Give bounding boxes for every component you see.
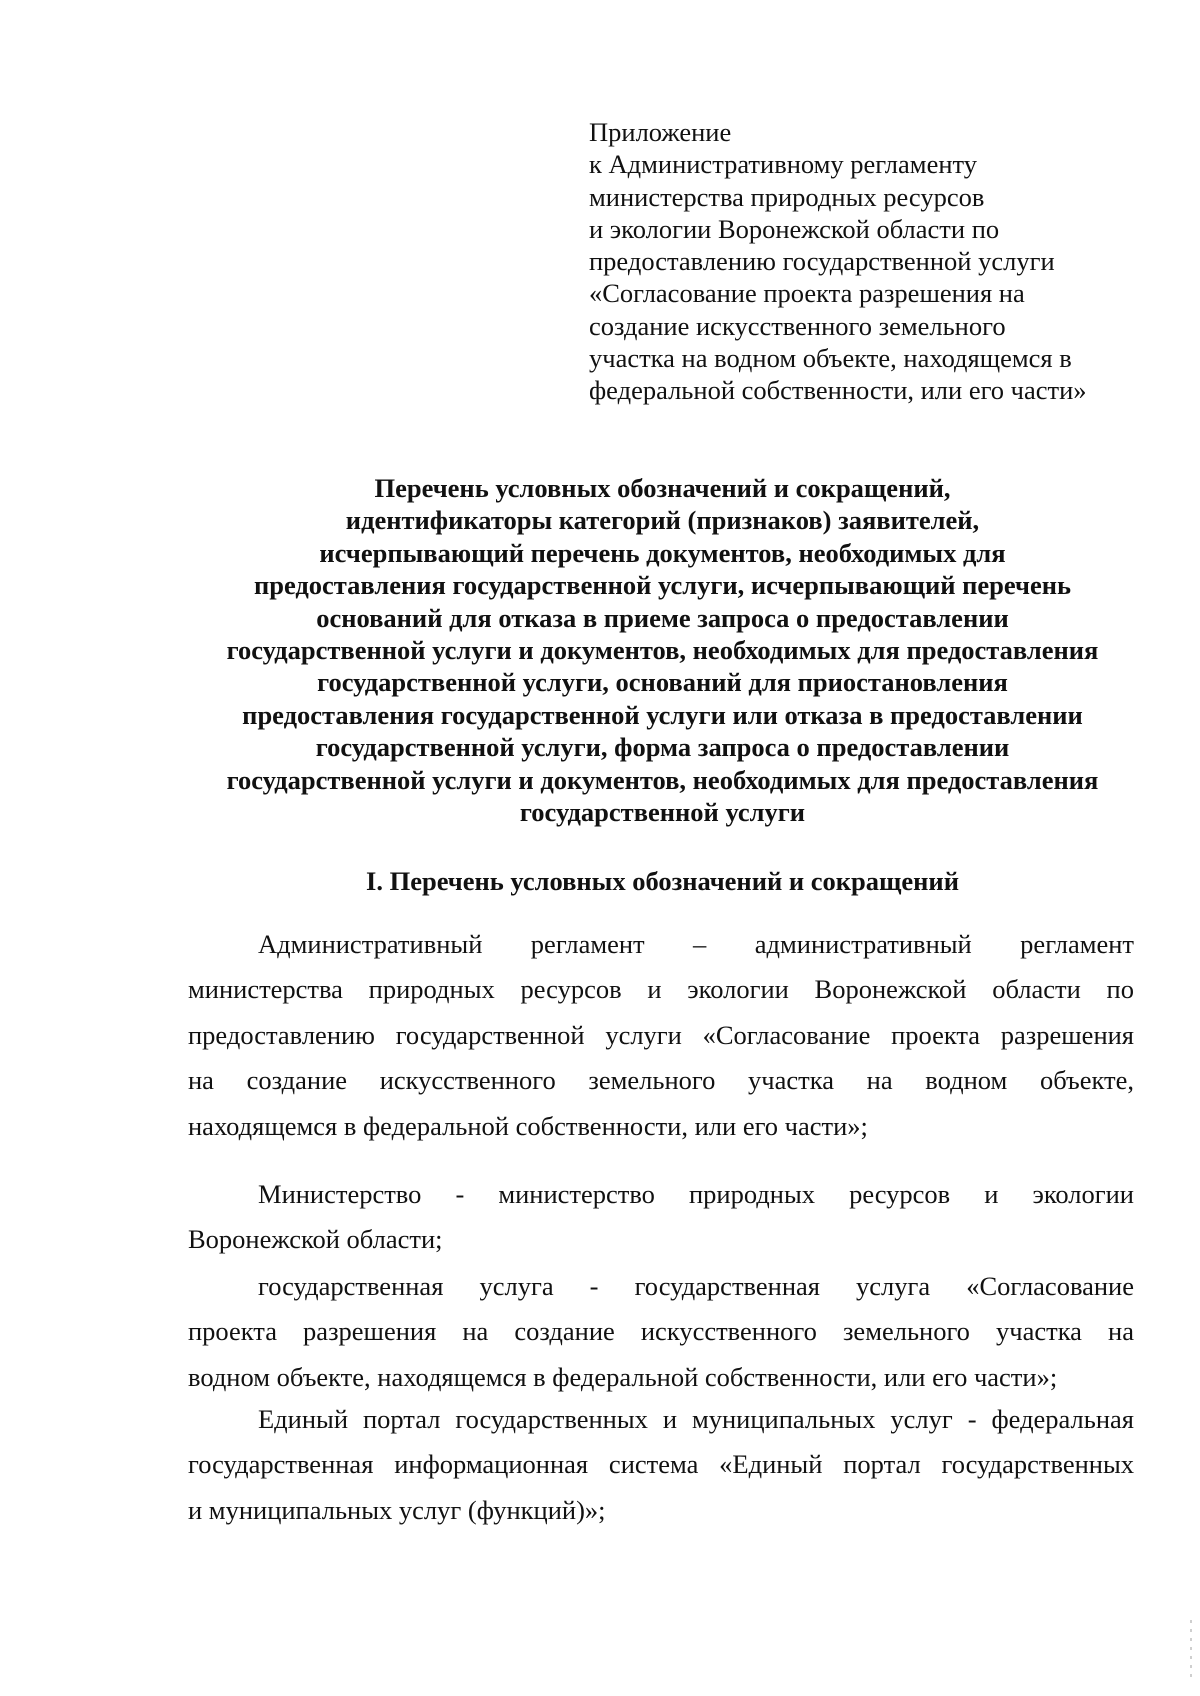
annex-line: федеральной собственности, или его части» [589,375,1087,406]
annex-line: Приложение [589,117,732,147]
paragraph-line: и муниципальных услуг (функций)»; [188,1494,606,1525]
title-line: государственной услуги и документов, необходимых для предоставления [226,764,1099,795]
paragraph-line: министерства природных ресурсов и экологии Воронежской области по [188,974,1134,1005]
annex-line: создание искусственного земельного [589,310,1006,341]
paragraph-line: Административный регламент – административный регламент [258,929,1134,959]
annex-line: министерства природных ресурсов [589,181,985,212]
paragraph-admin-regulation [188,922,1134,1149]
paragraph-line: Воронежской области; [188,1224,443,1255]
title-line: идентификаторы категорий (признаков) заявителей, [345,505,980,536]
annex-line: «Согласование проекта разрешения на [589,278,1025,309]
annex-line: к Административному регламенту [589,149,977,180]
title-line: Перечень условных обозначений и сокращений, [374,473,951,503]
paragraph-line: Единый портал государственных и муниципальных услуг - федеральная [258,1404,1134,1434]
document-title [150,472,1175,828]
paragraph-line: находящемся в федеральной собственности, или его части»; [188,1110,868,1141]
title-line: предоставления государственной услуги или отказа в предоставлении [242,699,1083,730]
title-line: предоставления государственной услуги, исчерпывающий перечень [253,570,1072,601]
annex-block [589,116,1149,407]
paragraph-line: на создание искусственного земельного участка на водном объекте, [188,1065,1134,1096]
annex-line: предоставлению государственной услуги [589,246,1055,277]
annex-line: и экологии Воронежской области по [589,213,1000,244]
paragraph-ministry [188,1172,1134,1263]
title-line: государственной услуги, форма запроса о предоставлении [315,732,1010,763]
paragraph-line: Министерство - министерство природных ресурсов и экологии [258,1179,1134,1209]
paragraph-line: предоставлению государственной услуги «Согласование проекта разрешения [188,1019,1134,1050]
paragraph-state-service [188,1264,1134,1400]
scan-edge-mark [1190,1620,1192,1680]
title-line: государственной услуги [519,797,806,828]
section-heading: I. Перечень условных обозначений и сокращений [366,866,959,896]
title-line: исчерпывающий перечень документов, необходимых для [319,537,1006,568]
title-line: государственной услуги, оснований для приостановления [317,667,1008,698]
paragraph-unified-portal [188,1397,1134,1533]
title-line: государственной услуги и документов, необходимых для предоставления [226,635,1099,666]
paragraph-line: проекта разрешения на создание искусственного земельного участка на [188,1316,1134,1347]
paragraph-line: водном объекте, находящемся в федеральной собственности, или его части»; [188,1361,1058,1392]
paragraph-line: государственная услуга - государственная услуга «Согласование [258,1271,1134,1301]
annex-line: участка на водном объекте, находящемся в [589,343,1072,374]
title-line: оснований для отказа в приеме запроса о предоставлении [316,602,1009,633]
paragraph-line: государственная информационная система «Единый портал государственных [188,1449,1134,1480]
